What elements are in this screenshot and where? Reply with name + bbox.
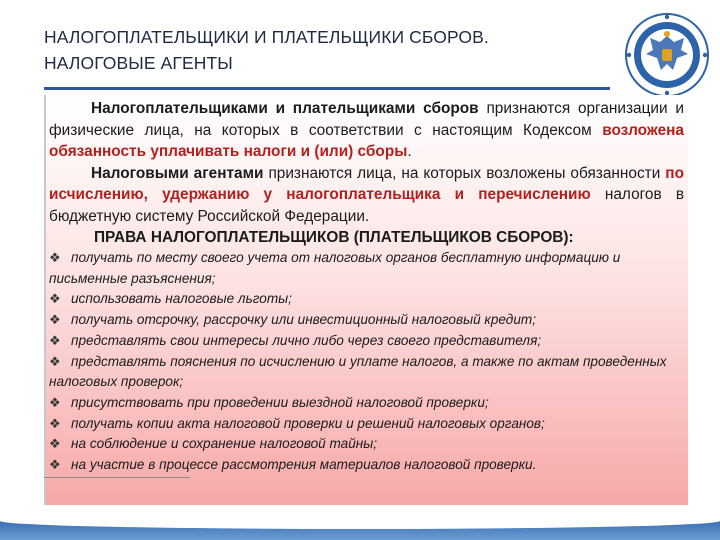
tax-agents-definition: Налоговыми агентами признаются лица, на которых возложены обязанности по исчислению, удержанию у налогоплательщика и перечислению налогов в бюджетную систему Российской Федерации.: [49, 164, 685, 225]
slide-title-line2: НАЛОГОВЫЕ АГЕНТЫ: [44, 53, 233, 73]
list-item: ❖ на соблюдение и сохранение налоговой тайны;: [49, 434, 682, 455]
diamond-bullet-icon: ❖: [49, 291, 61, 307]
diamond-bullet-icon: ❖: [49, 436, 61, 452]
term-tax-agents: Налоговыми агентами: [91, 164, 264, 182]
slide-title-line1: НАЛОГОПЛАТЕЛЬЩИКИ И ПЛАТЕЛЬЩИКИ СБОРОВ.: [44, 27, 489, 47]
diamond-bullet-icon: ❖: [49, 457, 61, 473]
rights-heading: ПРАВА НАЛОГОПЛАТЕЛЬЩИКОВ (ПЛАТЕЛЬЩИКОВ СБОРОВ):: [94, 229, 574, 246]
diamond-bullet-icon: ❖: [49, 353, 61, 369]
list-item: ❖ использовать налоговые льготы;: [49, 289, 682, 310]
rights-list: [46, 248, 688, 476]
eagle-emblem-icon: [624, 12, 710, 98]
highlight-obligation: возложена обязанность уплачивать налоги и (или) сборы: [49, 121, 684, 160]
taxpayers-definition: Налогоплательщиками и плательщиками сборов признаются организации и физические лица, на которых в соответствии с настоящим Кодексом возложена обязанность уплачивать налоги и (или) сборы.: [49, 100, 684, 160]
list-item: ❖ присутствовать при проведении выездной налоговой проверки;: [49, 393, 682, 414]
title-underline: [44, 87, 610, 90]
list-item: ❖ получать отсрочку, рассрочку или инвестиционный налоговый кредит;: [49, 310, 682, 331]
term-taxpayers: Налогоплательщиками и плательщиками сборов: [91, 100, 479, 117]
diamond-bullet-icon: ❖: [49, 312, 61, 328]
list-item: ❖ получать по месту своего учета от налоговых органов бесплатную информацию и письменные разъяснения;: [49, 250, 621, 286]
list-item: ❖ получать копии акта налоговой проверки и решений налоговых органов;: [49, 414, 682, 435]
slide-title: [44, 24, 604, 76]
diamond-bullet-icon: ❖: [49, 394, 61, 410]
content-divider: [44, 477, 190, 478]
diamond-bullet-icon: ❖: [49, 415, 61, 431]
list-item: ❖ на участие в процессе рассмотрения материалов налоговой проверки.: [49, 455, 682, 476]
diamond-bullet-icon: ❖: [49, 332, 61, 348]
highlight-agent-duties: по исчислению, удержанию у налогоплательщика и перечислению: [49, 164, 684, 203]
list-item: ❖ представлять свои интересы лично либо через своего представителя;: [49, 331, 682, 352]
list-item: ❖ представлять пояснения по исчислению и уплате налогов, а также по актам проведенных налоговых проверок;: [49, 353, 667, 390]
content-panel: [44, 95, 688, 505]
diamond-bullet-icon: ❖: [49, 250, 61, 265]
